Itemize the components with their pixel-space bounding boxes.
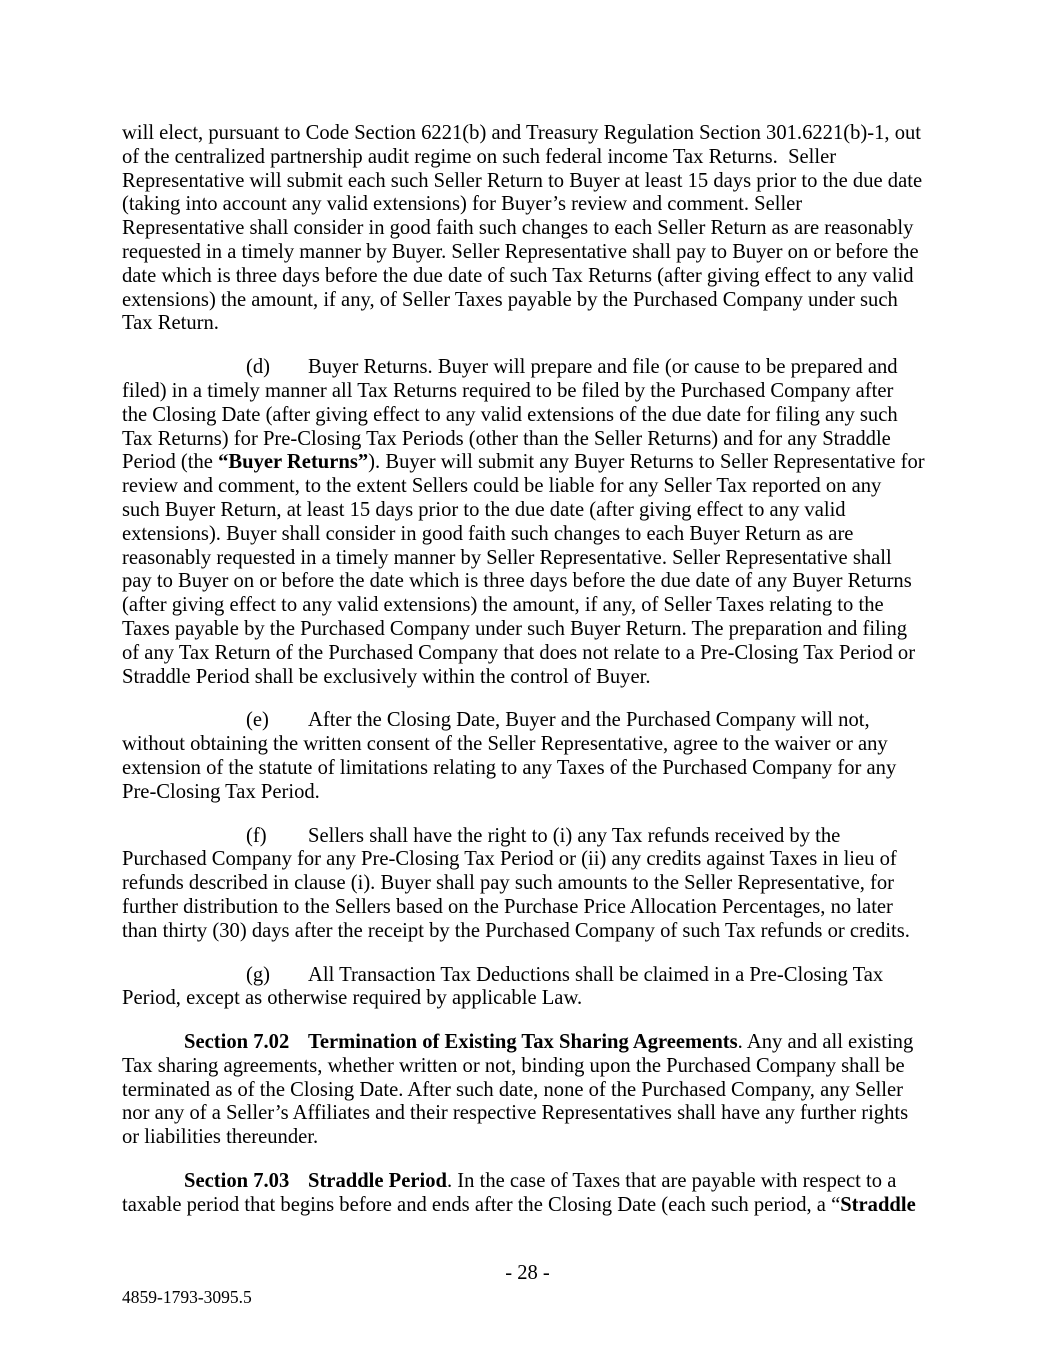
text-line: Representative shall consider in good faith such changes to each Seller Return as are reasonably — [122, 217, 914, 240]
text-line: Period (the “Buyer Returns”). Buyer will submit any Buyer Returns to Seller Representative for — [122, 451, 925, 474]
text-line: Period, except as otherwise required by applicable Law. — [122, 987, 583, 1010]
text-line: terminated as of the Closing Date. After such date, none of the Purchased Company, any Seller — [122, 1078, 904, 1101]
paragraph — [122, 122, 934, 336]
paragraph — [122, 1170, 934, 1218]
text-line: Representative will submit each such Seller Return to Buyer at least 15 days prior to the due date — [122, 169, 923, 192]
paragraph — [122, 825, 934, 944]
paragraph — [122, 964, 934, 1012]
text-line: Taxes payable by the Purchased Company under such Buyer Return. The preparation and filing — [122, 617, 908, 640]
text-line: Pre-Closing Tax Period. — [122, 780, 320, 803]
text-line: (f) Sellers shall have the right to (i) any Tax refunds received by the — [122, 824, 841, 847]
text-line: pay to Buyer on or before the date which is three days before the due date of any Buyer Returns — [122, 570, 912, 593]
text-line: than thirty (30) days after the receipt by the Purchased Company of such Tax refunds or credits. — [122, 919, 910, 942]
text-line: of the centralized partnership audit regime on such federal income Tax Returns. Seller — [122, 145, 837, 168]
paragraph — [122, 1031, 934, 1150]
text-line: Section 7.02 Termination of Existing Tax Sharing Agreements. Any and all existing — [184, 1031, 914, 1054]
text-line: such Buyer Return, at least 15 days prior to the due date (after giving effect to any valid — [122, 498, 846, 521]
text-line: Section 7.03 Straddle Period. In the case of Taxes that are payable with respect to a — [184, 1170, 897, 1193]
doc-id: 4859-1793-3095.5 — [122, 1287, 252, 1307]
text-line: (taking into account any valid extensions) for Buyer’s review and comment. Seller — [122, 193, 803, 216]
text-line: review and comment, to the extent Sellers could be liable for any Seller Tax reported on any — [122, 475, 882, 498]
text-line: extensions) the amount, if any, of Seller Taxes payable by the Purchased Company under such — [122, 288, 898, 311]
text-line: (after giving effect to any valid extensions) the amount, if any, of Seller Taxes relating to the — [122, 594, 884, 617]
document-body — [122, 122, 934, 1238]
text-line: (e) After the Closing Date, Buyer and the Purchased Company will not, — [122, 709, 870, 732]
text-line: Straddle Period shall be exclusively within the control of Buyer. — [122, 665, 651, 688]
text-line: or liabilities thereunder. — [122, 1126, 319, 1149]
text-line: requested in a timely manner by Buyer. Seller Representative shall pay to Buyer on or before the — [122, 240, 919, 263]
text-line: further distribution to the Sellers based on the Purchase Price Allocation Percentages, no later — [122, 895, 893, 918]
text-line: refunds described in clause (i). Buyer shall pay such amounts to the Seller Representative, for — [122, 872, 895, 895]
paragraph — [122, 709, 934, 804]
text-line: extensions). Buyer shall consider in good faith such changes to each Buyer Return as are — [122, 522, 854, 545]
text-line: (d) Buyer Returns. Buyer will prepare and file (or cause to be prepared and — [122, 356, 898, 379]
text-line: without obtaining the written consent of the Seller Representative, agree to the waiver or any — [122, 733, 888, 756]
text-line: reasonably requested in a timely manner by Seller Representative. Seller Representative shall — [122, 546, 892, 569]
text-line: date which is three days before the due date of such Tax Returns (after giving effect to any valid — [122, 264, 914, 287]
text-line: extension of the statute of limitations relating to any Taxes of the Purchased Company for any — [122, 756, 897, 779]
page-number: - 28 - — [505, 1262, 550, 1284]
text-line: Purchased Company for any Pre-Closing Tax Period or (ii) any credits against Taxes in lieu of — [122, 848, 897, 871]
text-line: Tax sharing agreements, whether written or not, binding upon the Purchased Company shall be — [122, 1054, 905, 1077]
paragraph — [122, 356, 934, 689]
text-line: nor any of a Seller’s Affiliates and their respective Representatives shall have any further rights — [122, 1102, 909, 1125]
text-line: filed) in a timely manner all Tax Returns required to be filed by the Purchased Company after — [122, 379, 894, 402]
text-line: of any Tax Return of the Purchased Company that does not relate to a Pre-Closing Tax Period or — [122, 641, 916, 664]
text-line: the Closing Date (after giving effect to any valid extensions of the due date for filing any such — [122, 403, 898, 426]
text-line: (g) All Transaction Tax Deductions shall be claimed in a Pre-Closing Tax — [122, 963, 884, 986]
text-line: will elect, pursuant to Code Section 6221(b) and Treasury Regulation Section 301.6221(b)-1, out — [122, 122, 922, 144]
text-line: taxable period that begins before and ends after the Closing Date (each such period, a “Straddle — [122, 1193, 916, 1216]
text-line: Tax Returns) for Pre-Closing Tax Periods (other than the Seller Returns) and for any Straddle — [122, 427, 891, 450]
text-line: Tax Return. — [122, 312, 219, 335]
